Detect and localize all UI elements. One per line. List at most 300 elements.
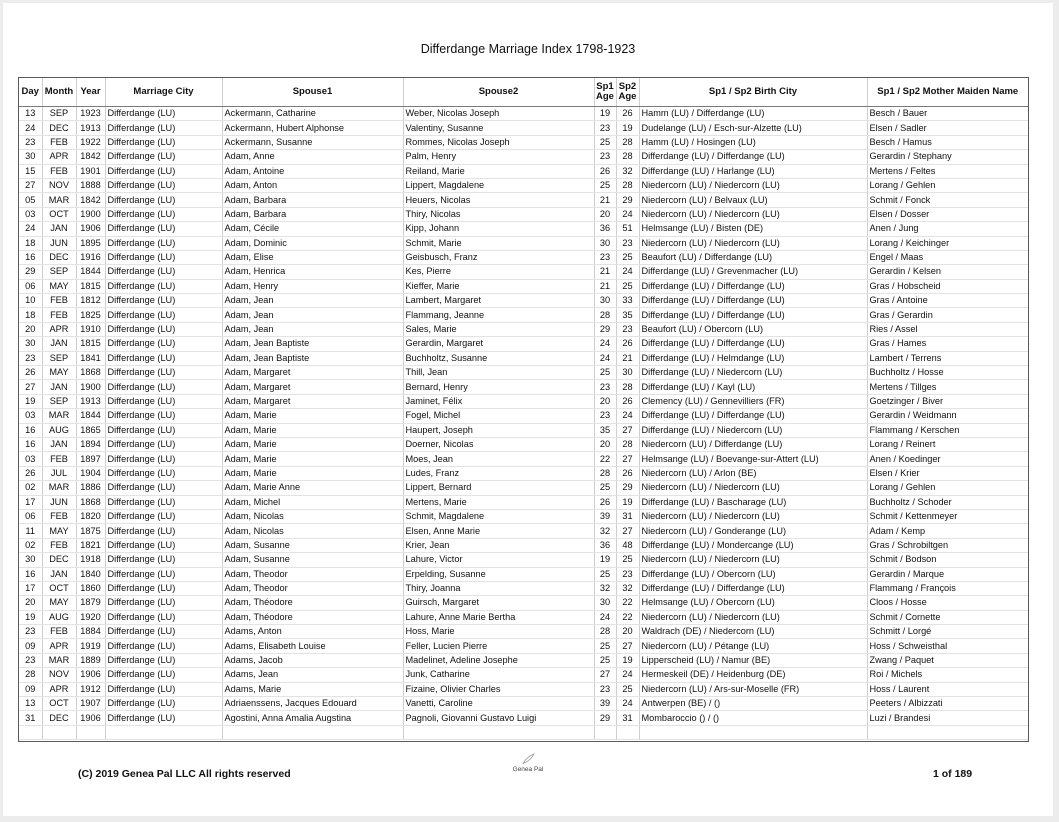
table-cell: Pagnoli, Giovanni Gustavo Luigi (403, 711, 594, 725)
table-row (19, 322, 1028, 336)
table-row (19, 711, 1028, 725)
table-cell: 24 (594, 351, 616, 365)
table-cell: Thiry, Joanna (403, 581, 594, 595)
table-cell: Differdange (LU) (105, 538, 222, 552)
table-cell: Hamm (LU) / Differdange (LU) (639, 107, 867, 121)
table-cell: 22 (594, 452, 616, 466)
table-cell: 28 (616, 178, 639, 192)
table-cell: 28 (616, 150, 639, 164)
table-cell: Hoss / Schweisthal (867, 639, 1028, 653)
table-cell: 30 (594, 294, 616, 308)
table-cell: NOV (42, 178, 76, 192)
table-cell: Adam, Marie (222, 452, 403, 466)
column-header: Sp1 Age (594, 78, 616, 107)
page-number: 1 of 189 (933, 768, 973, 780)
table-cell: JAN (42, 567, 76, 581)
table-cell: Roi / Michels (867, 668, 1028, 682)
table-cell: 24 (616, 668, 639, 682)
table-cell: 30 (19, 150, 42, 164)
table-cell: 51 (616, 222, 639, 236)
table-cell: Schmit, Magdalene (403, 509, 594, 523)
column-header: Day (19, 78, 42, 107)
table-cell: 18 (19, 308, 42, 322)
table-cell: 03 (19, 207, 42, 221)
table-cell: 25 (594, 366, 616, 380)
table-cell (639, 725, 867, 739)
table-cell: JAN (42, 222, 76, 236)
table-cell: JAN (42, 437, 76, 451)
table-cell: 06 (19, 509, 42, 523)
column-header: Sp1 / Sp2 Mother Maiden Name (867, 78, 1028, 107)
table-cell: Adam, Margaret (222, 366, 403, 380)
table-cell: Adam, Dominic (222, 236, 403, 250)
table-cell: Anen / Jung (867, 222, 1028, 236)
table-row (19, 423, 1028, 437)
table-cell: Helmsange (LU) / Obercorn (LU) (639, 596, 867, 610)
copyright-text: (C) 2019 Genea Pal LLC All rights reserved (78, 768, 291, 780)
table-cell: Adam, Anton (222, 178, 403, 192)
table-cell: Adam, Marie (222, 423, 403, 437)
table-cell: Differdange (LU) (105, 322, 222, 336)
marriage-index-table (19, 78, 1028, 740)
table-cell: Adam, Jean (222, 308, 403, 322)
table-cell: Lambert, Margaret (403, 294, 594, 308)
table-cell: 1879 (76, 596, 105, 610)
table-cell: 16 (19, 423, 42, 437)
table-cell: 13 (19, 697, 42, 711)
table-cell: Gras / Hames (867, 337, 1028, 351)
table-cell: 28 (19, 668, 42, 682)
table-cell: JUN (42, 236, 76, 250)
table-cell: Differdange (LU) (105, 625, 222, 639)
table-cell: 28 (594, 466, 616, 480)
table-cell: Adam, Jean Baptiste (222, 351, 403, 365)
table-cell: Adams, Jean (222, 668, 403, 682)
table-cell: 24 (616, 207, 639, 221)
table-cell (105, 725, 222, 739)
table-cell: Lorang / Gehlen (867, 178, 1028, 192)
table-cell: 23 (594, 380, 616, 394)
table-cell: 19 (594, 553, 616, 567)
table-cell: 21 (594, 193, 616, 207)
table-cell: 02 (19, 481, 42, 495)
table-cell: 1868 (76, 366, 105, 380)
table-cell: 1875 (76, 524, 105, 538)
table-cell: 26 (594, 164, 616, 178)
table-cell: 23 (594, 150, 616, 164)
table-cell: Differdange (LU) (105, 553, 222, 567)
table-cell: Differdange (LU) (105, 135, 222, 149)
table-cell: 25 (616, 553, 639, 567)
table-cell: 11 (19, 524, 42, 538)
table-cell: DEC (42, 250, 76, 264)
table-row (19, 452, 1028, 466)
table-cell: Adam, Théodore (222, 596, 403, 610)
table-cell: Sales, Marie (403, 322, 594, 336)
table-cell: Buchholtz, Susanne (403, 351, 594, 365)
table-row (19, 222, 1028, 236)
table-cell: 20 (19, 322, 42, 336)
table-cell: Feller, Lucien Pierre (403, 639, 594, 653)
table-cell: Mertens / Feltes (867, 164, 1028, 178)
table-cell: Hoss, Marie (403, 625, 594, 639)
table-cell: Lahure, Anne Marie Bertha (403, 610, 594, 624)
table-cell (616, 725, 639, 739)
table-row (19, 596, 1028, 610)
table-cell: 21 (594, 265, 616, 279)
table-cell: MAR (42, 409, 76, 423)
table-cell: Adam, Marie Anne (222, 481, 403, 495)
table-row (19, 366, 1028, 380)
table-row (19, 466, 1028, 480)
table-cell: 15 (19, 164, 42, 178)
table-row (19, 250, 1028, 264)
table-cell: Adam, Henry (222, 279, 403, 293)
table-cell: Krier, Jean (403, 538, 594, 552)
page-title: Differdange Marriage Index 1798-1923 (420, 42, 636, 56)
table-cell: 20 (594, 394, 616, 408)
table-cell: 1840 (76, 567, 105, 581)
table-cell: 1860 (76, 581, 105, 595)
table-cell: Thill, Jean (403, 366, 594, 380)
table-cell: 1844 (76, 409, 105, 423)
table-cell: 29 (616, 193, 639, 207)
table-cell: Schmit, Marie (403, 236, 594, 250)
table-cell: 25 (594, 567, 616, 581)
table-cell: 1918 (76, 553, 105, 567)
table-cell: Helmsange (LU) / Boevange-sur-Attert (LU) (639, 452, 867, 466)
table-cell: 1884 (76, 625, 105, 639)
table-cell: 1889 (76, 653, 105, 667)
table-cell: 25 (594, 481, 616, 495)
table-cell: 32 (616, 164, 639, 178)
table-cell: Geisbusch, Franz (403, 250, 594, 264)
table-cell: Differdange (LU) (105, 380, 222, 394)
table-cell: Differdange (LU) (105, 524, 222, 538)
table-cell: 28 (616, 380, 639, 394)
table-cell: Helmsange (LU) / Bisten (DE) (639, 222, 867, 236)
table-cell: 27 (616, 639, 639, 653)
table-cell: Differdange (LU) (105, 236, 222, 250)
table-cell: Rommes, Nicolas Joseph (403, 135, 594, 149)
column-header: Sp1 / Sp2 Birth City (639, 78, 867, 107)
table-cell: Adams, Anton (222, 625, 403, 639)
table-cell: Niedercorn (LU) / Niedercorn (LU) (639, 481, 867, 495)
table-cell: 19 (19, 610, 42, 624)
table-cell: APR (42, 150, 76, 164)
table-cell: Lahure, Victor (403, 553, 594, 567)
table-row (19, 538, 1028, 552)
leaf-icon (521, 753, 535, 765)
table-cell: 24 (616, 409, 639, 423)
table-cell: Niedercorn (LU) / Niedercorn (LU) (639, 178, 867, 192)
table-cell: Schmit / Cornette (867, 610, 1028, 624)
table-cell: Adam, Michel (222, 495, 403, 509)
table-cell: Kes, Pierre (403, 265, 594, 279)
table-row (19, 509, 1028, 523)
table-cell (19, 725, 42, 739)
table-cell: Gerardin / Stephany (867, 150, 1028, 164)
table-cell: 28 (594, 308, 616, 322)
table-cell: Differdange (LU) (105, 452, 222, 466)
table-cell: Adam, Anne (222, 150, 403, 164)
table-cell: Junk, Catharine (403, 668, 594, 682)
table-cell: 39 (594, 697, 616, 711)
table-row (19, 409, 1028, 423)
table-cell: 27 (19, 380, 42, 394)
table-cell: Niedercorn (LU) / Belvaux (LU) (639, 193, 867, 207)
table-cell: 1919 (76, 639, 105, 653)
table-cell: 24 (19, 121, 42, 135)
table-cell: Differdange (LU) (105, 596, 222, 610)
table-cell: Differdange (LU) (105, 279, 222, 293)
table-cell: 23 (616, 236, 639, 250)
table-cell: 28 (616, 437, 639, 451)
table-cell: 17 (19, 495, 42, 509)
table-cell: Gerardin, Margaret (403, 337, 594, 351)
table-cell: Differdange (LU) (105, 107, 222, 121)
table-cell: Buchholtz / Hosse (867, 366, 1028, 380)
table-cell: 25 (616, 279, 639, 293)
table-cell: Niedercorn (LU) / Niedercorn (LU) (639, 553, 867, 567)
table-cell: Besch / Bauer (867, 107, 1028, 121)
table-cell: 1842 (76, 150, 105, 164)
table-cell: Differdange (LU) / Differdange (LU) (639, 294, 867, 308)
table-cell (867, 725, 1028, 739)
table-cell: FEB (42, 452, 76, 466)
table-cell: Bernard, Henry (403, 380, 594, 394)
table-cell: Adriaenssens, Jacques Edouard (222, 697, 403, 711)
table-cell: 16 (19, 567, 42, 581)
table-cell: Differdange (LU) (105, 711, 222, 725)
table-cell: Buchholtz / Schoder (867, 495, 1028, 509)
table-cell: Hamm (LU) / Hosingen (LU) (639, 135, 867, 149)
table-cell: 23 (19, 351, 42, 365)
table-cell: 1844 (76, 265, 105, 279)
column-header: Marriage City (105, 78, 222, 107)
table-cell: Cloos / Hosse (867, 596, 1028, 610)
table-cell: MAY (42, 366, 76, 380)
table-cell: 23 (594, 121, 616, 135)
table-cell: Beaufort (LU) / Obercorn (LU) (639, 322, 867, 336)
table-cell: 25 (616, 250, 639, 264)
table-cell: 1910 (76, 322, 105, 336)
table-cell: 30 (594, 596, 616, 610)
table-cell: Adam, Susanne (222, 538, 403, 552)
table-cell: Differdange (LU) / Niedercorn (LU) (639, 423, 867, 437)
table-cell: FEB (42, 164, 76, 178)
table-cell: Differdange (LU) (105, 682, 222, 696)
table-cell: 39 (594, 509, 616, 523)
table-cell: Fogel, Michel (403, 409, 594, 423)
table-cell: Dudelange (LU) / Esch-sur-Alzette (LU) (639, 121, 867, 135)
table-cell: 35 (594, 423, 616, 437)
table-row (19, 625, 1028, 639)
table-cell: 30 (616, 366, 639, 380)
table-cell: SEP (42, 107, 76, 121)
table-cell: Gerardin / Kelsen (867, 265, 1028, 279)
table-cell: Differdange (LU) / Mondercange (LU) (639, 538, 867, 552)
table-cell: 1868 (76, 495, 105, 509)
table-cell: 1901 (76, 164, 105, 178)
table-body (19, 107, 1028, 740)
table-row (19, 524, 1028, 538)
marriage-table-frame (18, 77, 1029, 742)
table-cell: Adam, Marie (222, 466, 403, 480)
table-cell: OCT (42, 207, 76, 221)
empty-row (19, 725, 1028, 739)
table-cell (76, 725, 105, 739)
table-cell: 1900 (76, 207, 105, 221)
table-cell: DEC (42, 711, 76, 725)
table-cell: 1841 (76, 351, 105, 365)
table-cell: 25 (594, 135, 616, 149)
table-row (19, 682, 1028, 696)
table-cell: Adam, Marie (222, 409, 403, 423)
table-cell: 48 (616, 538, 639, 552)
table-cell: Adam, Nicolas (222, 509, 403, 523)
table-cell: 23 (19, 625, 42, 639)
table-cell: Mombaroccio () / () (639, 711, 867, 725)
table-row (19, 178, 1028, 192)
table-cell: Differdange (LU) (105, 481, 222, 495)
table-cell: 21 (616, 351, 639, 365)
table-cell: Gras / Gerardin (867, 308, 1028, 322)
table-cell: 1865 (76, 423, 105, 437)
table-cell: APR (42, 639, 76, 653)
table-cell: Differdange (LU) (105, 222, 222, 236)
table-cell: 27 (594, 668, 616, 682)
table-cell: 30 (19, 553, 42, 567)
table-cell: Adam, Margaret (222, 394, 403, 408)
genea-pal-logo (498, 753, 558, 773)
table-row (19, 279, 1028, 293)
table-cell: FEB (42, 135, 76, 149)
table-cell: 23 (19, 653, 42, 667)
table-cell: 1825 (76, 308, 105, 322)
table-cell: Adam, Théodore (222, 610, 403, 624)
table-cell: 24 (594, 337, 616, 351)
table-cell: Differdange (LU) (105, 610, 222, 624)
table-cell: 28 (616, 135, 639, 149)
table-row (19, 294, 1028, 308)
table-cell: 1906 (76, 711, 105, 725)
table-cell: 32 (594, 581, 616, 595)
table-cell: 1897 (76, 452, 105, 466)
table-cell: 24 (616, 265, 639, 279)
table-cell: Niedercorn (LU) / Niedercorn (LU) (639, 610, 867, 624)
column-header: Spouse2 (403, 78, 594, 107)
table-cell: Differdange (LU) (105, 121, 222, 135)
table-cell: Adam, Jean (222, 322, 403, 336)
table-row (19, 668, 1028, 682)
table-cell: Adam, Susanne (222, 553, 403, 567)
table-cell: Waldrach (DE) / Niedercorn (LU) (639, 625, 867, 639)
table-cell: Lipperscheid (LU) / Namur (BE) (639, 653, 867, 667)
table-cell: 1913 (76, 121, 105, 135)
table-row (19, 481, 1028, 495)
table-cell: Antwerpen (BE) / () (639, 697, 867, 711)
table-cell: MAR (42, 653, 76, 667)
table-cell: APR (42, 682, 76, 696)
table-cell: Adam, Marie (222, 437, 403, 451)
table-cell (594, 725, 616, 739)
table-cell: Adam, Cécile (222, 222, 403, 236)
table-cell: 1904 (76, 466, 105, 480)
table-cell: Differdange (LU) (105, 366, 222, 380)
table-row (19, 107, 1028, 121)
table-cell: Kieffer, Marie (403, 279, 594, 293)
table-cell: Adams, Elisabeth Louise (222, 639, 403, 653)
table-row (19, 236, 1028, 250)
table-cell: 19 (594, 107, 616, 121)
table-cell: MAR (42, 193, 76, 207)
table-row (19, 308, 1028, 322)
table-cell: Ackermann, Susanne (222, 135, 403, 149)
table-cell: 27 (616, 423, 639, 437)
table-cell: 20 (616, 625, 639, 639)
table-cell: Niedercorn (LU) / Differdange (LU) (639, 437, 867, 451)
table-row (19, 380, 1028, 394)
table-cell: Mertens, Marie (403, 495, 594, 509)
column-header: Spouse1 (222, 78, 403, 107)
table-row (19, 639, 1028, 653)
table-row (19, 495, 1028, 509)
table-cell: DEC (42, 121, 76, 135)
table-cell: 23 (594, 409, 616, 423)
table-cell: Differdange (LU) (105, 265, 222, 279)
table-row (19, 610, 1028, 624)
table-cell: Lippert, Magdalene (403, 178, 594, 192)
table-cell: Gras / Hobscheid (867, 279, 1028, 293)
table-cell: SEP (42, 351, 76, 365)
table-cell: 26 (616, 466, 639, 480)
table-cell: Elsen, Anne Marie (403, 524, 594, 538)
table-row (19, 437, 1028, 451)
table-cell: 29 (19, 265, 42, 279)
table-cell: Valentiny, Susanne (403, 121, 594, 135)
table-cell: Differdange (LU) (105, 164, 222, 178)
table-cell: 03 (19, 452, 42, 466)
table-cell: 1900 (76, 380, 105, 394)
table-cell: 1820 (76, 509, 105, 523)
table-cell: 23 (616, 322, 639, 336)
table-cell: Differdange (LU) (105, 193, 222, 207)
table-cell: Hermeskeil (DE) / Heidenburg (DE) (639, 668, 867, 682)
table-cell: Adam, Margaret (222, 380, 403, 394)
table-cell: Schmit / Bodson (867, 553, 1028, 567)
table-cell: Differdange (LU) (105, 178, 222, 192)
table-cell: MAY (42, 524, 76, 538)
table-cell: JUN (42, 495, 76, 509)
table-cell: Schmitt / Lorgé (867, 625, 1028, 639)
table-cell: MAY (42, 596, 76, 610)
column-header: Sp2 Age (616, 78, 639, 107)
table-cell: Flammang, Jeanne (403, 308, 594, 322)
table-row (19, 567, 1028, 581)
table-row (19, 337, 1028, 351)
table-cell: 19 (616, 121, 639, 135)
table-cell: Peeters / Albizzati (867, 697, 1028, 711)
table-cell: Ries / Assel (867, 322, 1028, 336)
table-cell: 20 (594, 437, 616, 451)
table-cell: 1894 (76, 437, 105, 451)
table-cell: 1920 (76, 610, 105, 624)
table-cell: Differdange (LU) (105, 639, 222, 653)
table-cell: 1912 (76, 682, 105, 696)
table-cell: 1907 (76, 697, 105, 711)
table-cell: 09 (19, 639, 42, 653)
